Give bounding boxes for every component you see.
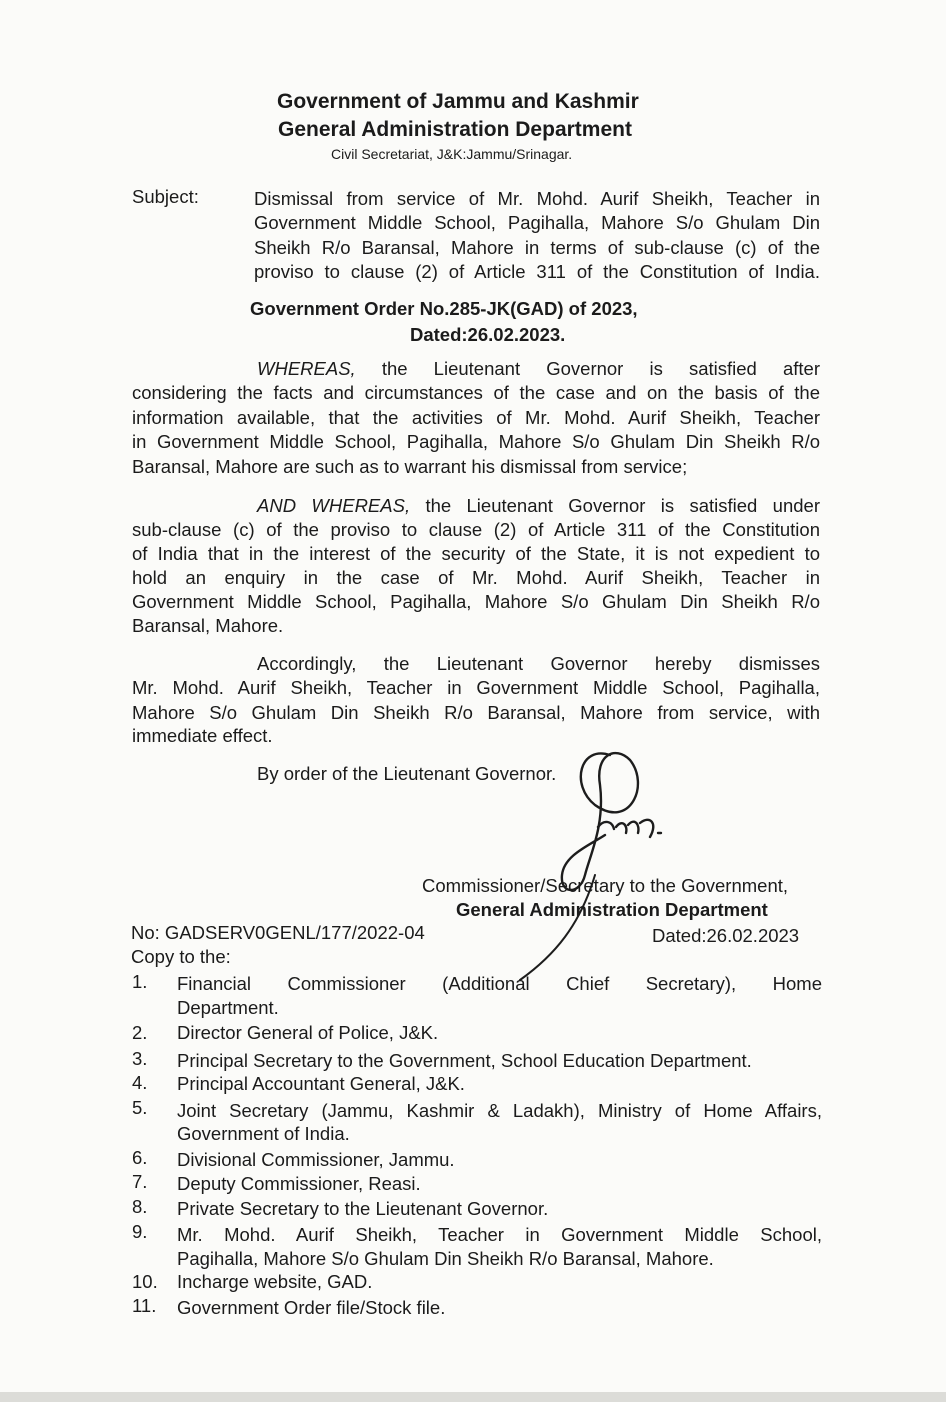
copy-item-number: 6. [132, 1147, 148, 1168]
para2-line-2: sub-clause (c) of the proviso to clause (2) of Article 311 of the Constitution [132, 519, 820, 540]
order-date: Dated:26.02.2023. [410, 324, 566, 345]
header-government: Government of Jammu and Kashmir [277, 90, 639, 113]
copy-item-text: Government of India. [177, 1123, 350, 1144]
copy-item-number: 2. [132, 1022, 148, 1043]
subject-label: Subject: [132, 186, 199, 207]
copy-item-number: 8. [132, 1196, 148, 1217]
copy-to-label: Copy to the: [131, 946, 231, 967]
copy-item-number: 1. [132, 971, 148, 992]
para1-line-1 [257, 357, 820, 382]
para3-line-3: Mahore S/o Ghulam Din Sheikh R/o Baransal, Mahore from service, with [132, 702, 820, 723]
copy-item-number: 10. [132, 1271, 158, 1292]
copy-item-number: 3. [132, 1048, 148, 1069]
para2-line-3: of India that in the interest of the security of the State, it is not expedient to [132, 543, 820, 564]
para1-line-4: in Government Middle School, Pagihalla, Mahore S/o Ghulam Din Sheikh R/o [132, 431, 820, 452]
subject-line-2: Government Middle School, Pagihalla, Mahore S/o Ghulam Din [254, 212, 820, 233]
para2-lead: AND WHEREAS, [257, 495, 411, 516]
copy-item-text: Joint Secretary (Jammu, Kashmir & Ladakh), Ministry of Home Affairs, [177, 1100, 822, 1121]
copy-item-text: Principal Secretary to the Government, School Education Department. [177, 1050, 752, 1071]
header-address: Civil Secretariat, J&K:Jammu/Srinagar. [331, 146, 573, 162]
para2-line-1 [257, 494, 820, 519]
subject-line-4: proviso to clause (2) of Article 311 of the Constitution of India. [254, 261, 820, 282]
para2-line-5: Government Middle School, Pagihalla, Mahore S/o Ghulam Din Sheikh R/o [132, 591, 820, 612]
signatory-title: Commissioner/Secretary to the Government, [422, 875, 789, 896]
by-order-line: By order of the Lieutenant Governor. [257, 763, 557, 784]
copy-item-number: 11. [132, 1295, 157, 1316]
copy-item-text: Mr. Mohd. Aurif Sheikh, Teacher in Government Middle School, [177, 1224, 822, 1245]
para3-line-1: Accordingly, the Lieutenant Governor hereby dismisses [257, 653, 820, 674]
copy-item-text: Incharge website, GAD. [177, 1271, 373, 1292]
signature-image [500, 745, 700, 985]
copy-item-text: Financial Commissioner (Additional Chief Secretary), Home [177, 973, 822, 994]
copy-item-text: Pagihalla, Mahore S/o Ghulam Din Sheikh R/o Baransal, Mahore. [177, 1248, 714, 1269]
copy-item-text: Principal Accountant General, J&K. [177, 1073, 465, 1094]
copy-item-text: Divisional Commissioner, Jammu. [177, 1149, 455, 1170]
para2-line-4: hold an enquiry in the case of Mr. Mohd. Aurif Sheikh, Teacher in [132, 567, 820, 588]
para1-line-2: considering the facts and circumstances of the case and on the basis of the [132, 382, 820, 403]
copy-item-number: 5. [132, 1097, 148, 1118]
para1-lead: WHEREAS, [257, 358, 356, 379]
subject-line-1: Dismissal from service of Mr. Mohd. Aurif Sheikh, Teacher in [254, 188, 820, 209]
para1-line-3: information available, that the activities of Mr. Mohd. Aurif Sheikh, Teacher [132, 407, 820, 428]
order-number: Government Order No.285-JK(GAD) of 2023, [250, 298, 638, 319]
para3-line-4: immediate effect. [132, 725, 273, 746]
copy-item-text: Deputy Commissioner, Reasi. [177, 1173, 421, 1194]
page-edge [0, 1392, 946, 1402]
reference-date: Dated:26.02.2023 [652, 925, 800, 946]
copy-item-number: 9. [132, 1221, 148, 1242]
copy-item-text: Private Secretary to the Lieutenant Governor. [177, 1198, 549, 1219]
para2-line-6: Baransal, Mahore. [132, 615, 284, 636]
copy-item-number: 7. [132, 1171, 148, 1192]
header-department: General Administration Department [278, 118, 632, 141]
reference-number: No: GADSERV0GENL/177/2022-04 [131, 922, 425, 943]
copy-item-text: Government Order file/Stock file. [177, 1297, 446, 1318]
para2-first-rest: the Lieutenant Governor is satisfied under [410, 495, 820, 516]
para1-line-5: Baransal, Mahore are such as to warrant his dismissal from service; [132, 456, 688, 477]
copy-item-number: 4. [132, 1072, 148, 1093]
para1-first-rest: the Lieutenant Governor is satisfied after [355, 358, 820, 379]
copy-item-text: Department. [177, 997, 279, 1018]
para3-line-2: Mr. Mohd. Aurif Sheikh, Teacher in Government Middle School, Pagihalla, [132, 677, 820, 698]
subject-line-3: Sheikh R/o Baransal, Mahore in terms of sub-clause (c) of the [254, 237, 820, 258]
copy-item-text: Director General of Police, J&K. [177, 1022, 439, 1043]
signatory-department: General Administration Department [456, 899, 768, 920]
